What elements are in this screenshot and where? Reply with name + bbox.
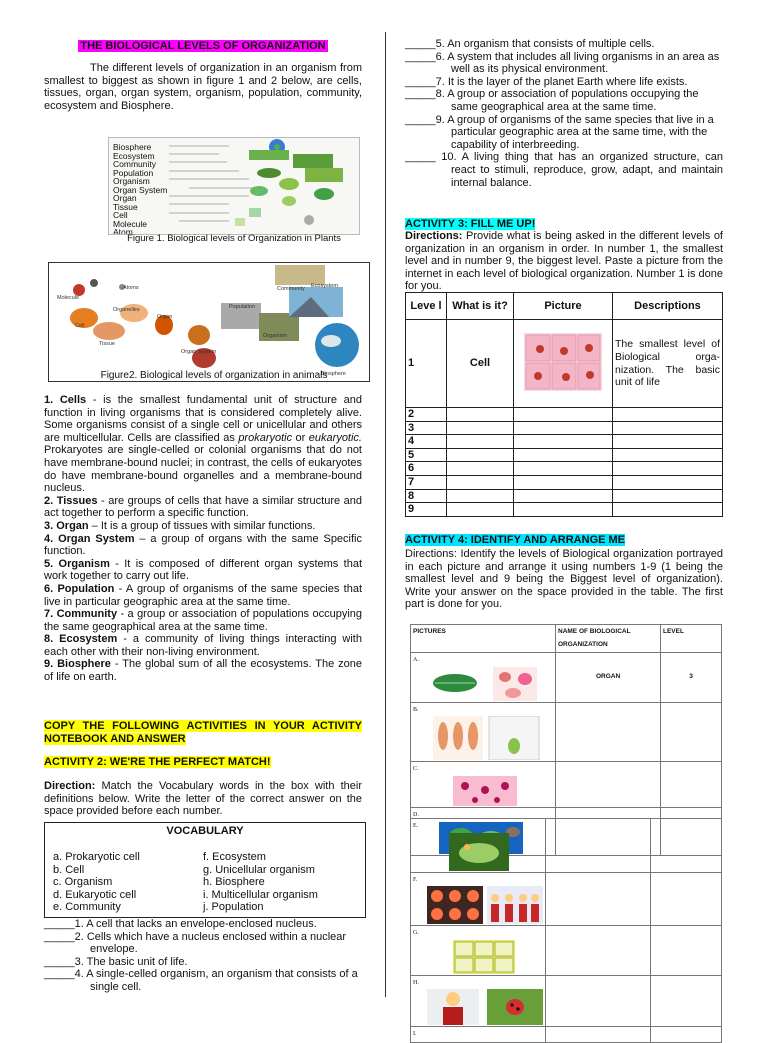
definition-organism: [44, 558, 362, 583]
fig1-label: Molecule: [113, 218, 148, 229]
organ-pictures: [433, 667, 553, 701]
vocab-item: d. Eukaryotic cell: [53, 888, 137, 901]
activity-3-table: [405, 292, 723, 517]
definition-term: 5. Organism: [44, 557, 110, 570]
activity-2-items-left: [44, 918, 362, 994]
table-row: [411, 819, 722, 873]
organism-pictures: [427, 989, 543, 1025]
table-row: [406, 448, 723, 462]
table-row: [411, 762, 722, 808]
definition-term: 9. Biosphere: [44, 658, 111, 671]
level-cell: 8: [406, 489, 447, 503]
direction-text: Match the Vocabulary words in the box with their definitions below. Write the letter of the correct answer on the space provided before each number.: [44, 780, 362, 818]
column-header: PICTURES: [411, 625, 556, 653]
vocab-item: b. Cell: [53, 863, 85, 876]
level-cell: 1: [406, 320, 447, 408]
what-cell: Cell: [447, 320, 514, 408]
fig1-label: Tissue: [113, 201, 138, 212]
picture-cell: [411, 1027, 546, 1043]
row-letter: A.: [413, 657, 419, 664]
page-title-wrap: [50, 40, 356, 53]
figure-1-image: [108, 137, 360, 235]
match-item: _____5. An organism that consists of multiple cells.: [405, 38, 655, 50]
fig1-label: Population: [113, 167, 154, 178]
match-item: _____2. Cells which have a nucleus enclosed within a nuclear envelope.: [44, 930, 347, 956]
row-letter: I.: [413, 1031, 417, 1038]
activity-4-heading: [405, 534, 625, 547]
fig2-label: Tissue: [99, 341, 115, 347]
column-header: LEVEL: [661, 625, 722, 653]
table-row: [406, 462, 723, 476]
fig2-label: Organ System: [181, 349, 217, 355]
description-cell: The smallest level of Biological orga-nization. The basic unit of life: [613, 320, 723, 408]
organ-system-pictures: [433, 716, 543, 760]
vocabulary-title: VOCABULARY: [166, 825, 244, 837]
match-item: _____4. A single-celled organism, an organism that consists of a single cell.: [44, 968, 358, 993]
figure-2-image: [48, 262, 370, 382]
picture-cell: [411, 872, 546, 926]
copy-note-text: COPY THE FOLLOWING ACTIVITIES IN YOUR ACTIVITY NOTEBOOK AND ANSWER: [44, 720, 362, 745]
definition-tissues: [44, 495, 362, 520]
level-cell: 5: [406, 448, 447, 462]
fig1-label: Biosphere: [113, 142, 152, 152]
activity-2-title: ACTIVITY 2: WE'RE THE PERFECT MATCH!: [44, 756, 271, 768]
level-cell: 3: [406, 421, 447, 435]
row-letter: B.: [413, 706, 419, 713]
activity-3-direction: [405, 230, 723, 293]
match-item: _____3. The basic unit of life.: [44, 955, 188, 968]
vocabulary-column-1: [53, 851, 140, 914]
row-letter: F.: [413, 876, 418, 883]
definition-text: Prokaryotes are single-celled or colonial organisms that do not have membrane-bound nuclei; in contrast, the cells of eukaryotes do have membrane-bound organelles and a membrane-bound nucleus.: [44, 444, 362, 495]
definition-text: - is the smallest fundamental unit of structure and function in living organisms that is considered completely alive. Some organisms consist of a single cell or unicellular and others are multicellular. Cells are classified as: [44, 394, 362, 444]
row-letter: D.: [413, 811, 419, 818]
activity-2-heading: [44, 756, 271, 769]
picture-cell: [411, 926, 546, 976]
table-header-row: [406, 293, 723, 320]
picture-cell: [411, 975, 546, 1027]
table-row: [406, 475, 723, 489]
table-row: [411, 975, 722, 1027]
table-row: [406, 503, 723, 517]
fig1-label: Organ System: [113, 184, 168, 195]
definition-italic: eukaryotic.: [308, 431, 362, 444]
column-header: NAME OF BIOLOGICAL ORGANIZATION: [556, 625, 661, 653]
table-row: [411, 1027, 722, 1043]
intro-paragraph: The different levels of organization in an organism from smallest to biggest as shown in figure 1 and 2 below, are cells, tissues, organ, organ system, organism, population, community, ecosystem and Biosphere.: [44, 62, 362, 112]
definition-term: 1. Cells: [44, 394, 87, 406]
picture-cell: [514, 320, 613, 408]
table-row: [406, 489, 723, 503]
vocab-item: f. Ecosystem: [203, 851, 266, 863]
definition-text: or: [292, 431, 309, 444]
fig2-label: Atoms: [123, 285, 139, 291]
definition-organ-system: [44, 533, 362, 558]
vocab-item: h. Biosphere: [203, 876, 265, 889]
column-divider: [385, 32, 386, 997]
definition-term: 7. Community: [44, 608, 118, 621]
definition-text: - The global sum of all the ecosystems. The zone of life on earth.: [44, 658, 362, 684]
column-header: What is it?: [447, 293, 514, 320]
match-item: _____9. A group of organisms of the same species that live in a particular geographic area at the same time, with the capability of interbreeding.: [405, 113, 714, 151]
cell-picture: [524, 333, 602, 391]
fig2-label: Molecule: [57, 295, 80, 301]
definition-text: - A group of organisms of the same species that live in particular geographic area at the same time.: [44, 582, 363, 608]
definitions-list: [44, 394, 362, 684]
fig1-label: Cell: [113, 210, 128, 220]
figure-2-caption: Figure2. Biological levels of organization in animals: [100, 370, 328, 381]
activity-2-items-right: [405, 38, 723, 189]
organization-name: ORGAN: [556, 653, 661, 703]
picture-cell: [411, 653, 556, 703]
definition-term: 3. Organ: [44, 519, 89, 532]
activity-4-table-bottom: [410, 818, 722, 1043]
activity-2-direction: [44, 780, 362, 818]
column-header: Picture: [514, 293, 613, 320]
table-row: [411, 702, 722, 762]
fig2-label: Cell: [75, 323, 85, 329]
fig1-label: Community: [113, 159, 156, 169]
definition-text: - a community of living things interacting with each other with their non-living environment.: [44, 633, 362, 658]
level-cell: 9: [406, 503, 447, 517]
table-row: [411, 653, 722, 703]
definition-text: - are groups of cells that have a similar structure and act together to perform a specific function.: [44, 494, 362, 520]
row-letter: C.: [413, 766, 419, 773]
activity-3-heading: [405, 218, 535, 231]
definition-organ: [44, 520, 362, 533]
ecosystem-pictures: [449, 833, 509, 871]
page-title: THE BIOLOGICAL LEVELS OF ORGANIZATION: [80, 40, 326, 52]
row-letter: G.: [413, 930, 419, 937]
vocab-item: g. Unicellular organism: [203, 863, 315, 876]
level-value: 3: [661, 653, 722, 703]
picture-cell: [411, 702, 556, 762]
definition-term: 6. Population: [44, 582, 115, 595]
vocab-item: i. Multicellular organism: [203, 888, 318, 901]
table-row: [406, 408, 723, 422]
cell-pictures: [453, 776, 517, 806]
level-cell: 2: [406, 408, 447, 422]
definition-italic: prokaryotic: [238, 431, 293, 444]
vocab-item: c. Organism: [53, 876, 113, 889]
picture-cell: [411, 762, 556, 808]
copy-note: [44, 720, 362, 745]
picture-cell: [411, 819, 546, 873]
activity-3-title: ACTIVITY 3: FILL ME UP!: [405, 218, 536, 230]
fig2-label: Organelles: [113, 307, 140, 313]
definition-text: – It is a group of tissues with similar functions.: [88, 519, 316, 532]
table-row: [411, 926, 722, 976]
row-letter: H.: [413, 979, 419, 986]
match-item: _____7. It is the layer of the planet Earth where life exists.: [405, 75, 688, 88]
figure-1-caption: Figure 1. Biological levels of Organization in Plants: [127, 233, 341, 244]
definition-term: 2. Tissues: [44, 494, 98, 507]
match-item: _____8. A group or association of populations occupying the same geographical area at the same time.: [405, 88, 699, 113]
activity-4-direction: Directions: Identify the levels of Biological organization portrayed in each picture and arrange it using numbers 1-9 (1 being the smallest level and 9 being the Biggest level of organization). Write your answer on the space provided in the table. The first part is done for you.: [405, 548, 723, 611]
definition-text: - a group or association of populations occupying the same geographical area at the same time.: [44, 608, 362, 633]
match-item: _____1. A cell that lacks an envelope-enclosed nucleus.: [44, 918, 317, 930]
column-header: Descriptions: [613, 293, 723, 320]
definition-population: [44, 583, 362, 608]
definition-text: – a group of organs with the same Specific function.: [44, 532, 362, 558]
vocab-item: e. Community: [53, 901, 121, 914]
fig2-label: Community: [277, 286, 305, 292]
vocabulary-column-2: [203, 851, 318, 914]
level-cell: 4: [406, 435, 447, 449]
fig2-label: Ecosystem: [311, 283, 338, 289]
vocab-item: j. Population: [203, 901, 264, 914]
table-header-row: [411, 625, 722, 653]
level-cell: 6: [406, 462, 447, 476]
fig2-label: Organ: [157, 314, 173, 320]
definition-community: [44, 608, 362, 633]
vocab-item: a. Prokaryotic cell: [53, 851, 140, 863]
fig1-label: Organ: [113, 193, 137, 203]
row-letter: E.: [413, 823, 419, 829]
column-header: Leve l: [406, 293, 447, 320]
table-row: [411, 872, 722, 926]
definition-ecosystem: [44, 633, 362, 658]
fig2-label: Population: [229, 304, 255, 310]
direction-text: Provide what is being asked in the different levels of organization in an organism in order. In number 1, the smallest level and in number 9, the biggest level. Paste a picture from the internet in each level of biological organization. Number 1 is done for you.: [405, 230, 723, 293]
definition-text: - It is composed of different organ systems that work together to carry out life.: [44, 557, 363, 583]
level-cell: 7: [406, 475, 447, 489]
table-row: [406, 320, 723, 408]
fig2-label: Biosphere: [321, 371, 346, 377]
definition-term: 4. Organ System: [44, 532, 135, 545]
table-row: [406, 421, 723, 435]
vocabulary-box: [44, 822, 366, 918]
match-item: _____6. A system that includes all living organisms in an area as well as its physical environment.: [405, 50, 720, 76]
definition-biosphere: [44, 658, 362, 683]
activity-4-title: ACTIVITY 4: IDENTIFY AND ARRANGE ME: [405, 534, 626, 546]
fig1-label: Atom: [113, 227, 133, 235]
tissue-pictures: [453, 940, 515, 974]
direction-label: Directions:: [405, 230, 463, 242]
fig2-label: Organism: [263, 333, 287, 339]
table-row: [406, 435, 723, 449]
match-item: _____ 10. A living thing that has an organized structure, can react to stimuli, reproduce, grow, adapt, and maintain internal balance.: [405, 151, 723, 189]
fig1-label: Ecosystem: [113, 150, 155, 161]
definition-term: 8. Ecosystem: [44, 633, 118, 646]
direction-label: Direction:: [44, 780, 96, 792]
population-pictures: [427, 886, 543, 924]
fig1-label: Organism: [113, 176, 150, 186]
definition-cells: [44, 394, 362, 495]
